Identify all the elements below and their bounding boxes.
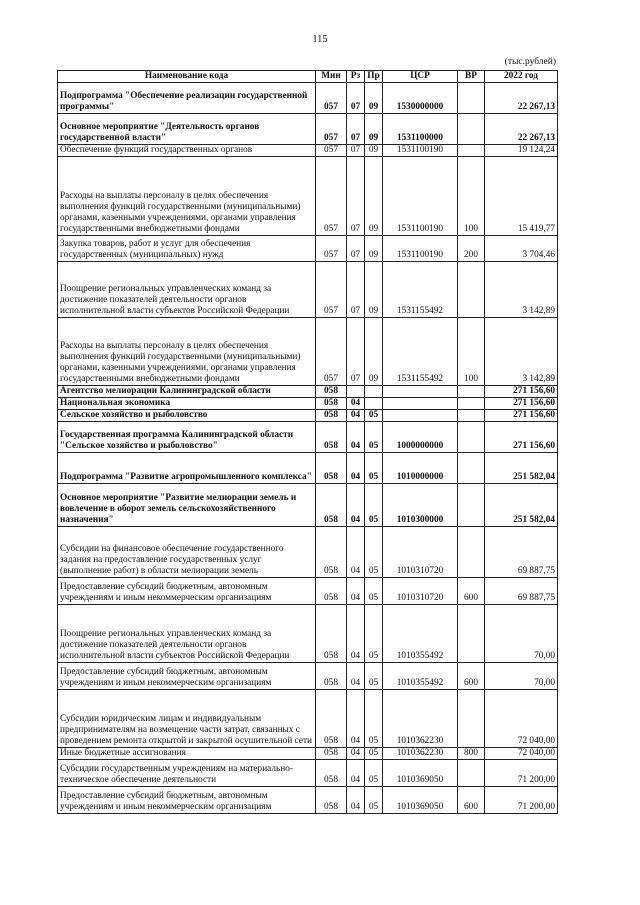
row-name: Национальная экономика — [58, 398, 316, 410]
table-row — [58, 422, 558, 453]
table-row — [58, 145, 558, 157]
row-rz: 04 — [347, 760, 365, 787]
row-sum: 71 200,00 — [485, 787, 558, 814]
row-name: Субсидии государственным учреждениям на материально-техническое обеспечение деятельности — [58, 760, 316, 787]
row-min: 058 — [316, 787, 347, 814]
row-min: 058 — [316, 663, 347, 690]
header-name: Наименование кода — [58, 71, 316, 83]
row-sum: 70,00 — [485, 605, 558, 663]
table-row — [58, 410, 558, 422]
header-min: Мин — [316, 71, 347, 83]
row-name: Субсидии на финансовое обеспечение государственного задания на предоставление государственных услуг (выполнение работ) в области мелиорации земель — [58, 527, 316, 578]
table-row — [58, 663, 558, 690]
row-rz: 07 — [347, 145, 365, 157]
table-row — [58, 236, 558, 262]
row-sum: 271 156,60 — [485, 386, 558, 398]
row-csr: 1010310720 — [383, 578, 458, 605]
row-min: 058 — [316, 410, 347, 422]
row-pr: 09 — [365, 318, 383, 386]
row-name: Обеспечение функций государственных органов — [58, 145, 316, 157]
header-pr: Пр — [365, 71, 383, 83]
row-pr — [365, 386, 383, 398]
table-row — [58, 527, 558, 578]
table-row — [58, 114, 558, 145]
row-csr — [383, 398, 458, 410]
row-csr: 1010362230 — [383, 748, 458, 760]
row-name: Агентство мелиорации Калининградской области — [58, 386, 316, 398]
row-vr — [458, 605, 485, 663]
row-rz: 07 — [347, 157, 365, 236]
table-row — [58, 386, 558, 398]
row-min: 057 — [316, 145, 347, 157]
row-min: 058 — [316, 484, 347, 527]
header-vr: ВР — [458, 71, 485, 83]
row-sum: 72 040,00 — [485, 748, 558, 760]
row-pr: 09 — [365, 236, 383, 262]
row-sum: 69 887,75 — [485, 527, 558, 578]
row-min: 057 — [316, 114, 347, 145]
row-name: Субсидии юридическим лицам и индивидуальным предпринимателям на возмещение части затрат, связанных с проведением ремонта открытой и закрытой осушительной сети — [58, 690, 316, 748]
row-csr: 1010300000 — [383, 484, 458, 527]
table-row — [58, 605, 558, 663]
table-row — [58, 690, 558, 748]
row-pr: 05 — [365, 527, 383, 578]
row-csr: 1010310720 — [383, 527, 458, 578]
row-rz: 04 — [347, 410, 365, 422]
row-min: 058 — [316, 690, 347, 748]
row-pr: 05 — [365, 663, 383, 690]
table-row — [58, 484, 558, 527]
row-pr: 05 — [365, 690, 383, 748]
row-sum: 69 887,75 — [485, 578, 558, 605]
row-rz: 04 — [347, 787, 365, 814]
row-sum: 271 156,60 — [485, 410, 558, 422]
header-year: 2022 год — [485, 71, 558, 83]
row-csr: 1531100190 — [383, 145, 458, 157]
row-pr: 05 — [365, 410, 383, 422]
row-rz: 07 — [347, 236, 365, 262]
row-vr: 600 — [458, 787, 485, 814]
row-csr: 1010369050 — [383, 760, 458, 787]
units-note: (тыс.рублей) — [504, 57, 556, 67]
row-rz: 04 — [347, 398, 365, 410]
row-pr: 05 — [365, 787, 383, 814]
row-min: 058 — [316, 578, 347, 605]
row-sum: 3 704,46 — [485, 236, 558, 262]
row-sum: 19 124,24 — [485, 145, 558, 157]
table-row — [58, 262, 558, 318]
row-csr: 1530000000 — [383, 83, 458, 114]
page-number: 115 — [312, 34, 328, 45]
row-vr: 600 — [458, 578, 485, 605]
row-pr: 05 — [365, 422, 383, 453]
row-rz — [347, 386, 365, 398]
row-min: 058 — [316, 605, 347, 663]
row-csr: 1531155492 — [383, 262, 458, 318]
row-name: Предоставление субсидий бюджетным, автономным учреждениям и иным некоммерческим организациям — [58, 787, 316, 814]
table-row — [58, 83, 558, 114]
row-vr: 100 — [458, 157, 485, 236]
row-name: Сельское хозяйство и рыболовство — [58, 410, 316, 422]
row-sum: 3 142,89 — [485, 318, 558, 386]
row-min: 058 — [316, 760, 347, 787]
row-csr: 1010000000 — [383, 453, 458, 484]
row-pr — [365, 398, 383, 410]
row-rz: 04 — [347, 453, 365, 484]
row-sum: 22 267,13 — [485, 114, 558, 145]
table-header-row — [58, 71, 558, 83]
table-row — [58, 318, 558, 386]
table-row — [58, 453, 558, 484]
table-row — [58, 760, 558, 787]
row-vr — [458, 114, 485, 145]
row-name: Предоставление субсидий бюджетным, автономным учреждениям и иным некоммерческим организациям — [58, 663, 316, 690]
row-min: 058 — [316, 422, 347, 453]
row-name: Расходы на выплаты персоналу в целях обеспечения выполнения функций государственными (муниципальными) органами, казенными учреждениями, органами управления государственными внебюджетными фондами — [58, 157, 316, 236]
row-name: Предоставление субсидий бюджетным, автономным учреждениям и иным некоммерческим организациям — [58, 578, 316, 605]
row-csr — [383, 410, 458, 422]
row-name: Подпрограмма "Развитие агропромышленного комплекса" — [58, 453, 316, 484]
row-min: 058 — [316, 527, 347, 578]
row-rz: 07 — [347, 318, 365, 386]
row-vr — [458, 453, 485, 484]
row-csr: 1010369050 — [383, 787, 458, 814]
table-row — [58, 787, 558, 814]
row-csr: 1531155492 — [383, 318, 458, 386]
row-vr: 100 — [458, 318, 485, 386]
row-vr: 200 — [458, 236, 485, 262]
row-csr: 1010355492 — [383, 663, 458, 690]
row-rz: 07 — [347, 83, 365, 114]
row-vr — [458, 760, 485, 787]
header-rz: Рз — [347, 71, 365, 83]
row-pr: 05 — [365, 605, 383, 663]
row-sum: 271 156,60 — [485, 422, 558, 453]
row-vr — [458, 527, 485, 578]
row-sum: 251 582,04 — [485, 453, 558, 484]
row-vr — [458, 690, 485, 748]
row-csr — [383, 386, 458, 398]
row-sum: 3 142,89 — [485, 262, 558, 318]
row-min: 057 — [316, 236, 347, 262]
row-vr — [458, 83, 485, 114]
row-vr — [458, 386, 485, 398]
row-min: 058 — [316, 386, 347, 398]
row-vr: 600 — [458, 663, 485, 690]
row-pr: 09 — [365, 114, 383, 145]
row-name: Государственная программа Калининградской области "Сельское хозяйство и рыболовство" — [58, 422, 316, 453]
row-sum: 251 582,04 — [485, 484, 558, 527]
row-min: 058 — [316, 453, 347, 484]
row-csr: 1000000000 — [383, 422, 458, 453]
row-rz: 04 — [347, 578, 365, 605]
row-pr: 05 — [365, 748, 383, 760]
row-vr — [458, 410, 485, 422]
row-sum: 22 267,13 — [485, 83, 558, 114]
row-rz: 04 — [347, 527, 365, 578]
row-min: 058 — [316, 748, 347, 760]
row-name: Поощрение региональных управленческих команд за достижение показателей деятельности органов исполнительной власти субъектов Российской Федерации — [58, 262, 316, 318]
row-pr: 09 — [365, 262, 383, 318]
row-name: Закупка товаров, работ и услуг для обеспечения государственных (муниципальных) нужд — [58, 236, 316, 262]
row-sum: 15 419,77 — [485, 157, 558, 236]
table-row — [58, 578, 558, 605]
row-vr — [458, 422, 485, 453]
row-rz: 07 — [347, 262, 365, 318]
row-rz: 04 — [347, 422, 365, 453]
row-rz: 04 — [347, 748, 365, 760]
row-name: Поощрение региональных управленческих команд за достижение показателей деятельности органов исполнительной власти субъектов Российской Федерации — [58, 605, 316, 663]
row-name: Расходы на выплаты персоналу в целях обеспечения выполнения функций государственными (муниципальными) органами, казенными учреждениями, органами управления государственными внебюджетными фондами — [58, 318, 316, 386]
row-vr — [458, 484, 485, 527]
row-sum: 271 156,60 — [485, 398, 558, 410]
row-vr — [458, 398, 485, 410]
row-csr: 1531100000 — [383, 114, 458, 145]
row-pr: 05 — [365, 484, 383, 527]
row-name: Иные бюджетные ассигнования — [58, 748, 316, 760]
row-sum: 71 200,00 — [485, 760, 558, 787]
row-pr: 09 — [365, 157, 383, 236]
budget-table — [57, 70, 558, 814]
row-pr: 09 — [365, 145, 383, 157]
row-vr: 800 — [458, 748, 485, 760]
row-csr: 1531100190 — [383, 236, 458, 262]
row-pr: 09 — [365, 83, 383, 114]
row-csr: 1010362230 — [383, 690, 458, 748]
row-pr: 05 — [365, 760, 383, 787]
row-rz: 04 — [347, 605, 365, 663]
row-rz: 04 — [347, 484, 365, 527]
row-min: 057 — [316, 262, 347, 318]
row-min: 057 — [316, 318, 347, 386]
row-rz: 04 — [347, 663, 365, 690]
row-csr: 1010355492 — [383, 605, 458, 663]
row-sum: 72 040,00 — [485, 690, 558, 748]
row-min: 058 — [316, 398, 347, 410]
row-min: 057 — [316, 83, 347, 114]
row-rz: 04 — [347, 690, 365, 748]
row-vr — [458, 262, 485, 318]
header-csr: ЦСР — [383, 71, 458, 83]
row-name: Основное мероприятие "Деятельность органов государственной власти" — [58, 114, 316, 145]
row-name: Основное мероприятие "Развитие мелиорации земель и вовлечение в оборот земель сельскохозяйственного назначения" — [58, 484, 316, 527]
table-row — [58, 157, 558, 236]
table-row — [58, 398, 558, 410]
row-vr — [458, 145, 485, 157]
row-pr: 05 — [365, 578, 383, 605]
table-row — [58, 748, 558, 760]
row-sum: 70,00 — [485, 663, 558, 690]
row-rz: 07 — [347, 114, 365, 145]
row-pr: 05 — [365, 453, 383, 484]
row-min: 057 — [316, 157, 347, 236]
row-name: Подпрограмма "Обеспечение реализации государственной программы" — [58, 83, 316, 114]
row-csr: 1531100190 — [383, 157, 458, 236]
